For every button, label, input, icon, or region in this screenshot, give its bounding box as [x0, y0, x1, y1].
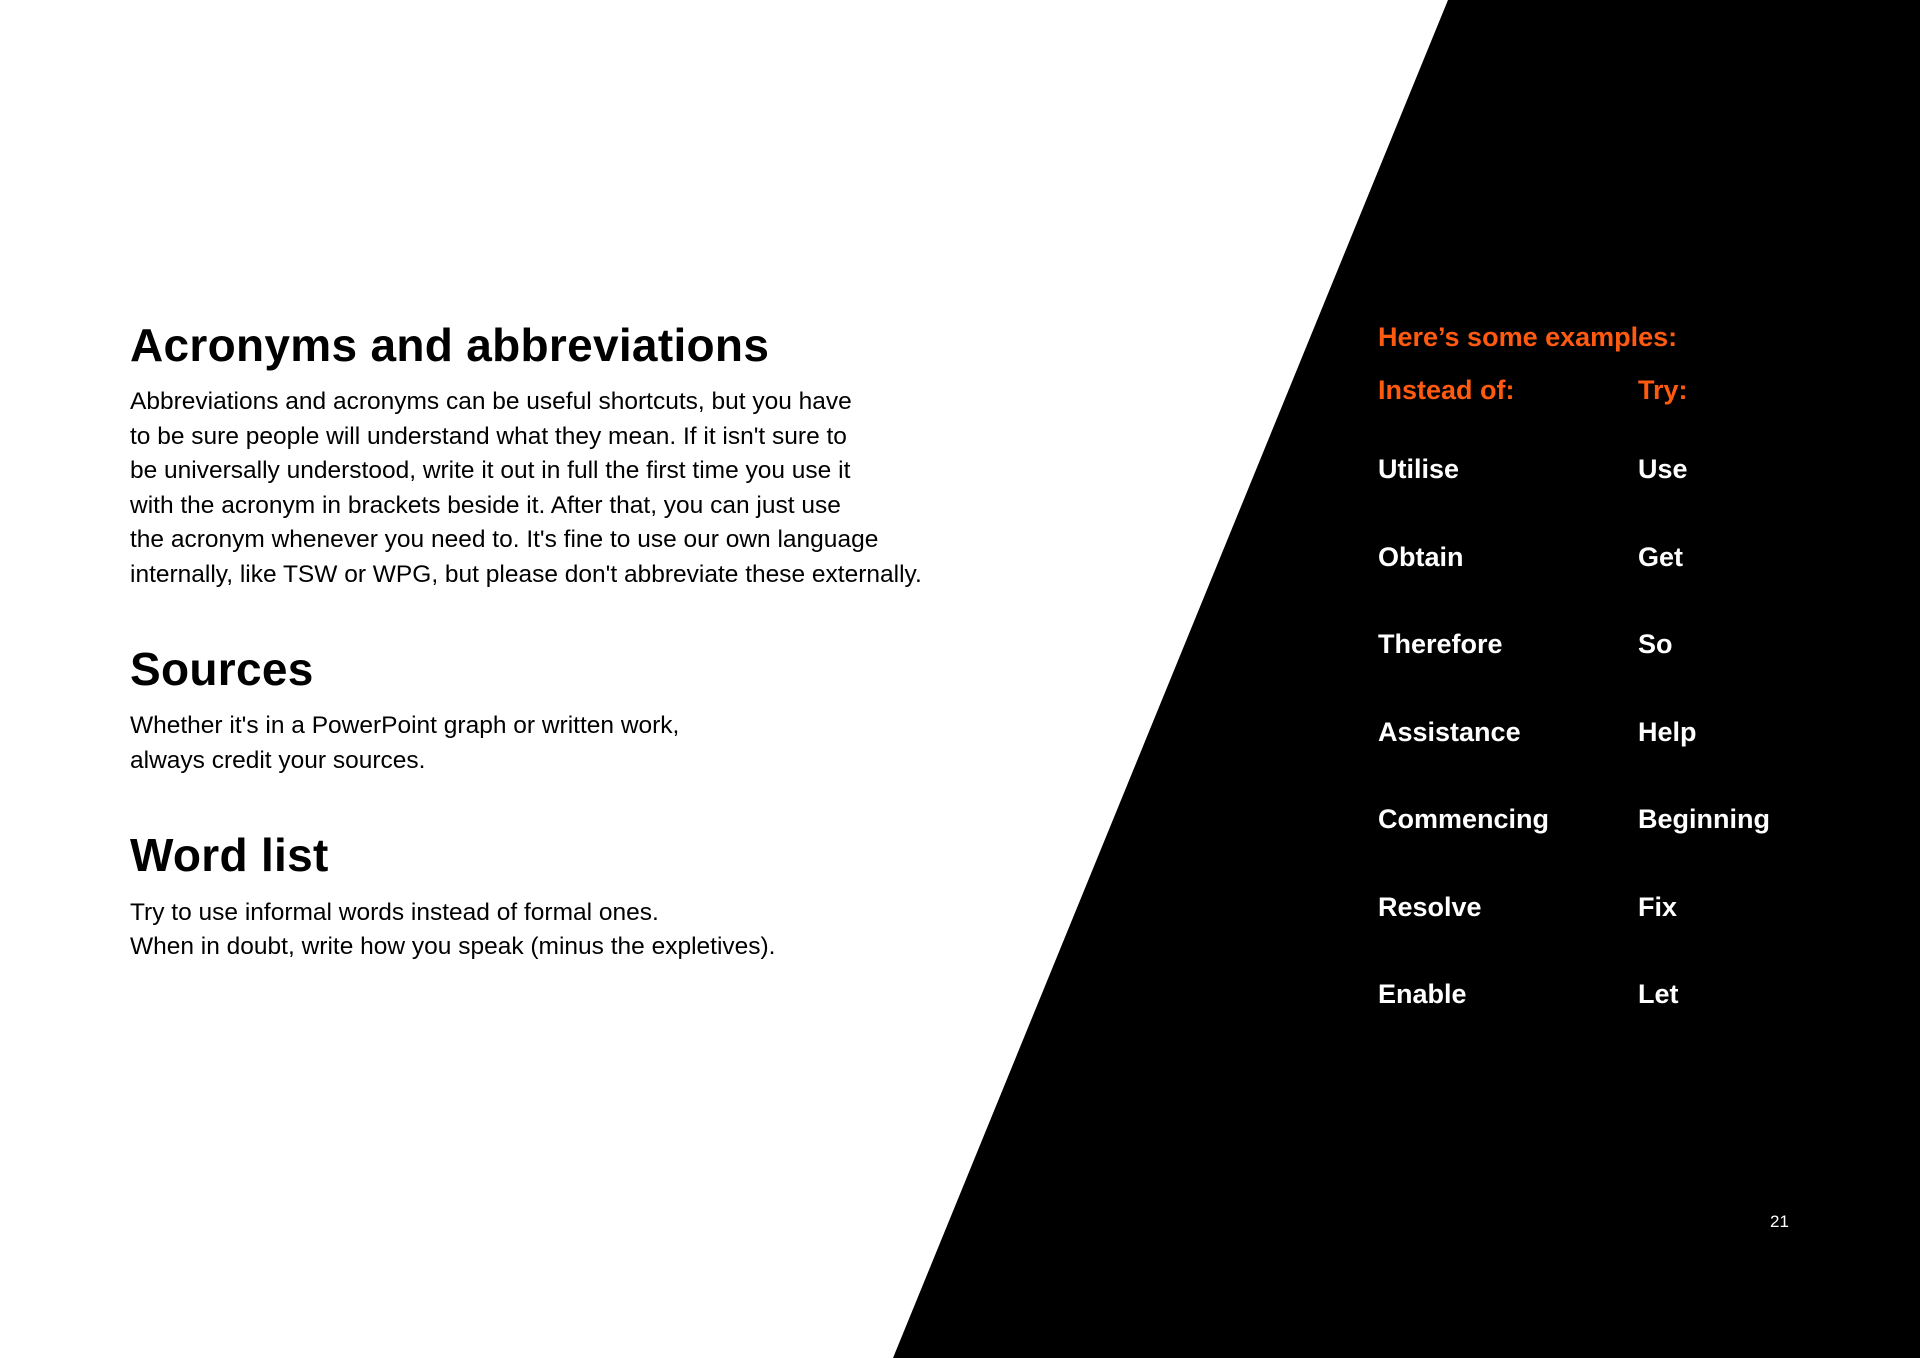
instead-word: Commencing — [1378, 804, 1550, 834]
examples-panel — [1378, 322, 1898, 1067]
acronyms-heading: Acronyms and abbreviations — [130, 319, 770, 371]
try-word: Get — [1638, 541, 1684, 572]
column-header-instead-of: Instead of: — [1378, 375, 1515, 405]
acronyms-section — [130, 318, 1090, 592]
examples-table-body — [1378, 454, 1898, 1067]
table-row — [1378, 629, 1898, 717]
try-word: Let — [1638, 979, 1679, 1009]
instead-word: Assistance — [1378, 716, 1521, 747]
examples-title: Here’s some examples: — [1378, 322, 1678, 352]
try-word: Beginning — [1638, 804, 1770, 834]
left-content-column — [130, 318, 1090, 1015]
page-number: 21 — [1770, 1212, 1789, 1231]
instead-word: Obtain — [1378, 541, 1464, 572]
sources-section — [130, 642, 1090, 778]
table-row — [1378, 804, 1898, 892]
instead-word: Resolve — [1378, 891, 1482, 922]
try-word: So — [1638, 629, 1673, 659]
table-row — [1378, 454, 1898, 542]
table-row — [1378, 979, 1898, 1067]
instead-word: Therefore — [1378, 629, 1503, 659]
acronyms-body: Abbreviations and acronyms can be useful shortcuts, but you have to be sure people will understand what they mean. If it isn't sure to be universally understood, write it out in full the first time you use it with the acronym in brackets beside it. After that, you can just use the acronym whenever you need to. It's fine to use our own language internally, like TSW or WPG, but please don't abbreviate these externally. — [130, 388, 922, 588]
table-row — [1378, 892, 1898, 980]
table-row — [1378, 717, 1898, 805]
sources-body: Whether it's in a PowerPoint graph or written work, always credit your sources. — [130, 712, 680, 774]
try-word: Fix — [1638, 891, 1678, 922]
sources-heading: Sources — [130, 643, 314, 696]
try-word: Help — [1638, 716, 1697, 747]
instead-word: Enable — [1378, 979, 1467, 1009]
word-list-section — [130, 828, 1090, 964]
table-row — [1378, 542, 1898, 630]
try-word: Use — [1638, 454, 1688, 484]
word-list-heading: Word list — [130, 829, 329, 882]
column-header-try: Try: — [1638, 375, 1688, 405]
examples-table-header — [1378, 375, 1898, 406]
word-list-body: Try to use informal words instead of formal ones. When in doubt, write how you speak (minus the expletives). — [130, 898, 776, 961]
instead-word: Utilise — [1378, 454, 1460, 484]
